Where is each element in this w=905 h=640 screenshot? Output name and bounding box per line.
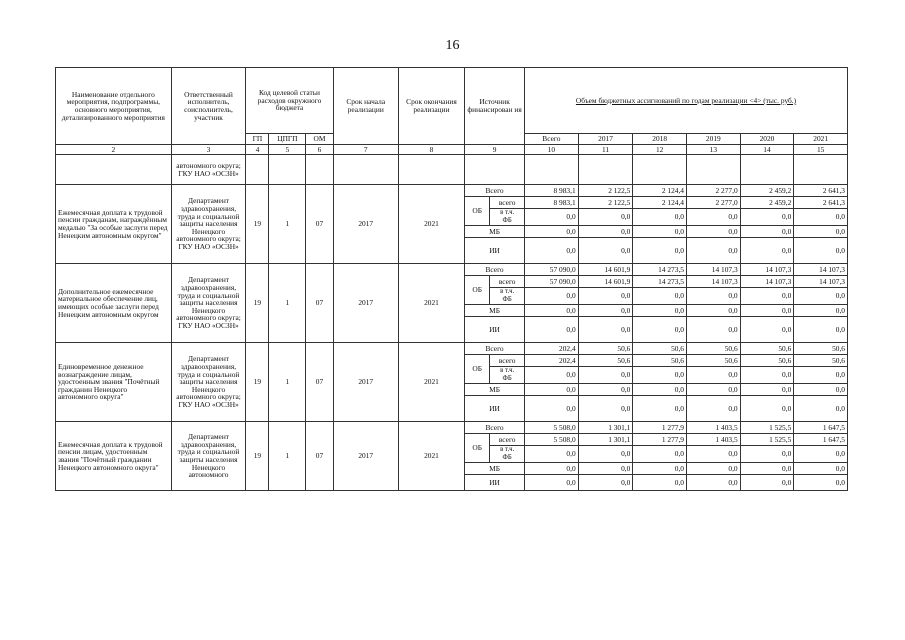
- value-cell: 14 273,5: [633, 264, 687, 276]
- start-year: 2017: [333, 264, 398, 343]
- header-om: ОМ: [306, 134, 333, 145]
- value-cell: 57 090,0: [525, 276, 579, 288]
- page-number: 16: [445, 38, 460, 53]
- value-cell: 8 983,1: [525, 197, 579, 209]
- value-cell: 2 124,4: [633, 197, 687, 209]
- value-cell: 8 983,1: [525, 185, 579, 197]
- value-cell: 50,6: [687, 355, 741, 367]
- value-cell: 0,0: [687, 396, 741, 422]
- value-cell: 0,0: [578, 305, 633, 317]
- value-cell: 0,0: [578, 367, 633, 384]
- value-cell: 14 107,3: [740, 264, 794, 276]
- measure-executor: Департамент здравоохранения, труда и социальной защиты населения Ненецкого автономного округа; ГКУ НАО «ОСЗН»: [171, 264, 246, 343]
- value-cell: 0,0: [740, 463, 794, 475]
- value-cell: 0,0: [687, 238, 741, 264]
- column-number: 8: [398, 145, 464, 155]
- source-fb-label: [490, 367, 525, 384]
- value-cell: 0,0: [633, 317, 687, 343]
- value-cell: 2 124,4: [633, 185, 687, 197]
- value-cell: 0,0: [578, 463, 633, 475]
- source-ob-total-label: всего: [490, 355, 525, 367]
- table-row: [56, 185, 848, 197]
- value-cell: 0,0: [525, 226, 579, 238]
- value-cell: 0,0: [578, 384, 633, 396]
- value-cell: 0,0: [740, 367, 794, 384]
- value-cell: 0,0: [794, 384, 848, 396]
- value-cell: 1 277,9: [633, 434, 687, 446]
- source-total-label: Всего: [465, 185, 525, 197]
- value-cell: 1 301,1: [578, 434, 633, 446]
- code-gp: 19: [246, 422, 269, 491]
- fb-label: ФБ: [502, 454, 512, 461]
- value-cell: 0,0: [578, 238, 633, 264]
- measure-executor: Департамент здравоохранения, труда и социальной защиты населения Ненецкого автономного округа; ГКУ НАО «ОСЗН»: [171, 185, 246, 264]
- header-year: 2020: [740, 134, 794, 145]
- value-cell: 0,0: [525, 209, 579, 226]
- start-year: 2017: [333, 343, 398, 422]
- value-cell: 0,0: [578, 209, 633, 226]
- value-cell: 0,0: [687, 367, 741, 384]
- value-cell: 0,0: [687, 226, 741, 238]
- value-cell: 0,0: [740, 226, 794, 238]
- header-total: Всего: [525, 134, 579, 145]
- code-gp: 19: [246, 264, 269, 343]
- table-row: [56, 264, 848, 276]
- source-ob-label: ОБ: [465, 434, 490, 463]
- source-ob-total-label: всего: [490, 276, 525, 288]
- source-ob-total-label: всего: [490, 197, 525, 209]
- measure-name: Дополнительное ежемесячное материальное обеспечение лиц, имеющих особые заслуги перед Ненецким автономным округом: [56, 264, 172, 343]
- code-om: 07: [306, 422, 333, 491]
- value-cell: 0,0: [525, 317, 579, 343]
- header-year: 2018: [633, 134, 687, 145]
- value-cell: 202,4: [525, 355, 579, 367]
- value-cell: 0,0: [687, 446, 741, 463]
- header-year: 2017: [578, 134, 633, 145]
- measure-executor: Департамент здравоохранения, труда и социальной защиты населения Ненецкого автономного: [171, 422, 246, 491]
- value-cell: 0,0: [687, 475, 741, 491]
- table-row: [56, 422, 848, 434]
- value-cell: 0,0: [525, 367, 579, 384]
- measure-name: Единовременное денежное вознаграждение лицам, удостоенным звания "Почётный гражданин Ненецкого автономного округа": [56, 343, 172, 422]
- incl-label: в т.ч.: [500, 209, 515, 217]
- column-number: 12: [633, 145, 687, 155]
- value-cell: 1 525,5: [740, 422, 794, 434]
- column-numbers-row: [56, 145, 848, 155]
- value-cell: 202,4: [525, 343, 579, 355]
- value-cell: 14 107,3: [740, 276, 794, 288]
- start-year: 2017: [333, 422, 398, 491]
- source-ii-label: ИИ: [465, 238, 525, 264]
- column-number: 13: [687, 145, 741, 155]
- header-volume: Объем бюджетных ассигнований по годам реализации <4> (тыс. руб.): [525, 68, 848, 134]
- start-year: 2017: [333, 185, 398, 264]
- continuation-executor: автономного округа; ГКУ НАО «ОСЗН»: [171, 155, 246, 185]
- value-cell: 14 601,9: [578, 276, 633, 288]
- value-cell: 1 647,5: [794, 422, 848, 434]
- value-cell: 2 641,3: [794, 185, 848, 197]
- source-ii-label: ИИ: [465, 317, 525, 343]
- value-cell: 57 090,0: [525, 264, 579, 276]
- column-number: 15: [794, 145, 848, 155]
- value-cell: 2 277,0: [687, 185, 741, 197]
- header-year: 2021: [794, 134, 848, 145]
- incl-label: в т.ч.: [500, 288, 515, 296]
- column-number: 11: [578, 145, 633, 155]
- value-cell: 0,0: [794, 396, 848, 422]
- value-cell: 0,0: [633, 367, 687, 384]
- value-cell: 0,0: [740, 209, 794, 226]
- source-mb-label: МБ: [465, 384, 525, 396]
- value-cell: 0,0: [525, 446, 579, 463]
- value-cell: 0,0: [794, 463, 848, 475]
- value-cell: 14 107,3: [687, 264, 741, 276]
- value-cell: 14 273,5: [633, 276, 687, 288]
- value-cell: 0,0: [687, 463, 741, 475]
- end-year: 2021: [398, 343, 464, 422]
- column-number: 6: [306, 145, 333, 155]
- value-cell: 0,0: [687, 305, 741, 317]
- value-cell: 2 277,0: [687, 197, 741, 209]
- code-om: 07: [306, 343, 333, 422]
- column-number: 4: [246, 145, 269, 155]
- code-tsptp: 1: [269, 185, 306, 264]
- source-ob-label: ОБ: [465, 276, 490, 305]
- value-cell: 0,0: [578, 475, 633, 491]
- incl-label: в т.ч.: [500, 446, 515, 454]
- value-cell: 5 508,0: [525, 422, 579, 434]
- value-cell: 0,0: [633, 305, 687, 317]
- value-cell: 1 525,5: [740, 434, 794, 446]
- source-ob-total-label: всего: [490, 434, 525, 446]
- code-om: 07: [306, 264, 333, 343]
- value-cell: 50,6: [794, 355, 848, 367]
- value-cell: 50,6: [740, 355, 794, 367]
- value-cell: 0,0: [794, 288, 848, 305]
- value-cell: 0,0: [794, 305, 848, 317]
- value-cell: 0,0: [633, 396, 687, 422]
- end-year: 2021: [398, 185, 464, 264]
- measure-executor: Департамент здравоохранения, труда и социальной защиты населения Ненецкого автономного округа; ГКУ НАО «ОСЗН»: [171, 343, 246, 422]
- code-tsptp: 1: [269, 422, 306, 491]
- value-cell: 0,0: [525, 238, 579, 264]
- column-number: 7: [333, 145, 398, 155]
- value-cell: 0,0: [633, 288, 687, 305]
- value-cell: 14 601,9: [578, 264, 633, 276]
- value-cell: 2 122,5: [578, 197, 633, 209]
- value-cell: 2 459,2: [740, 185, 794, 197]
- value-cell: 0,0: [633, 209, 687, 226]
- value-cell: 0,0: [525, 288, 579, 305]
- source-mb-label: МБ: [465, 463, 525, 475]
- column-number: 14: [740, 145, 794, 155]
- value-cell: 0,0: [794, 238, 848, 264]
- continuation-row: [56, 155, 848, 185]
- value-cell: 0,0: [740, 317, 794, 343]
- value-cell: 5 508,0: [525, 434, 579, 446]
- fb-label: ФБ: [502, 217, 512, 224]
- header-end: Срок окончания реализации: [398, 68, 464, 145]
- value-cell: 0,0: [740, 305, 794, 317]
- value-cell: 14 107,3: [794, 276, 848, 288]
- value-cell: 1 403,5: [687, 422, 741, 434]
- value-cell: 50,6: [578, 343, 633, 355]
- header-code: Код целевой статьи расходов окружного бюджета: [246, 68, 333, 134]
- value-cell: 0,0: [578, 446, 633, 463]
- header-start: Срок начала реализации: [333, 68, 398, 145]
- value-cell: 0,0: [740, 475, 794, 491]
- header-name: Наименование отдельного мероприятия, подпрограммы, основного мероприятия, детализированного мероприятия: [56, 68, 172, 145]
- value-cell: 0,0: [578, 226, 633, 238]
- incl-label: в т.ч.: [500, 367, 515, 375]
- budget-table: [55, 67, 848, 491]
- column-number: 5: [269, 145, 306, 155]
- value-cell: 0,0: [794, 446, 848, 463]
- value-cell: 50,6: [740, 343, 794, 355]
- fb-label: ФБ: [502, 375, 512, 382]
- value-cell: 0,0: [794, 209, 848, 226]
- header-year: 2019: [687, 134, 741, 145]
- source-ob-label: ОБ: [465, 197, 490, 226]
- column-number: 9: [465, 145, 525, 155]
- value-cell: 0,0: [633, 446, 687, 463]
- value-cell: 0,0: [794, 317, 848, 343]
- code-gp: 19: [246, 343, 269, 422]
- measure-name: Ежемесячная доплата к трудовой пенсии гражданам, награждённым медалью "За особые заслуги перед Ненецким автономным округом": [56, 185, 172, 264]
- value-cell: 0,0: [794, 226, 848, 238]
- source-ii-label: ИИ: [465, 475, 525, 491]
- value-cell: 0,0: [525, 384, 579, 396]
- value-cell: 0,0: [687, 384, 741, 396]
- source-fb-label: [490, 446, 525, 463]
- source-fb-label: [490, 288, 525, 305]
- value-cell: 0,0: [633, 475, 687, 491]
- value-cell: 0,0: [740, 288, 794, 305]
- source-total-label: Всего: [465, 422, 525, 434]
- value-cell: 50,6: [633, 355, 687, 367]
- measure-name: Ежемесячная доплата к трудовой пенсии лицам, удостоенным звания "Почётный гражданин Ненецкого автономного округа": [56, 422, 172, 491]
- header-gp: ГП: [246, 134, 269, 145]
- value-cell: 0,0: [633, 238, 687, 264]
- value-cell: 0,0: [525, 463, 579, 475]
- column-number: 2: [56, 145, 172, 155]
- value-cell: 0,0: [794, 475, 848, 491]
- value-cell: 0,0: [525, 475, 579, 491]
- value-cell: 0,0: [794, 367, 848, 384]
- value-cell: 50,6: [687, 343, 741, 355]
- value-cell: 0,0: [578, 396, 633, 422]
- header-tsptp: ЦПГП: [269, 134, 306, 145]
- value-cell: 0,0: [578, 317, 633, 343]
- end-year: 2021: [398, 422, 464, 491]
- value-cell: 14 107,3: [687, 276, 741, 288]
- value-cell: 1 647,5: [794, 434, 848, 446]
- column-number: 3: [171, 145, 246, 155]
- table-row: [56, 343, 848, 355]
- value-cell: 50,6: [794, 343, 848, 355]
- value-cell: 0,0: [740, 238, 794, 264]
- value-cell: 0,0: [740, 396, 794, 422]
- fb-label: ФБ: [502, 296, 512, 303]
- source-mb-label: МБ: [465, 226, 525, 238]
- value-cell: 0,0: [633, 384, 687, 396]
- source-ii-label: ИИ: [465, 396, 525, 422]
- source-total-label: Всего: [465, 343, 525, 355]
- value-cell: 0,0: [687, 317, 741, 343]
- value-cell: 2 641,3: [794, 197, 848, 209]
- source-ob-label: ОБ: [465, 355, 490, 384]
- code-tsptp: 1: [269, 264, 306, 343]
- value-cell: 0,0: [633, 226, 687, 238]
- end-year: 2021: [398, 264, 464, 343]
- value-cell: 0,0: [687, 288, 741, 305]
- column-number: 10: [525, 145, 579, 155]
- value-cell: 14 107,3: [794, 264, 848, 276]
- source-fb-label: [490, 209, 525, 226]
- value-cell: 0,0: [525, 396, 579, 422]
- value-cell: 2 122,5: [578, 185, 633, 197]
- value-cell: 0,0: [578, 288, 633, 305]
- value-cell: 0,0: [525, 305, 579, 317]
- value-cell: 1 301,1: [578, 422, 633, 434]
- code-tsptp: 1: [269, 343, 306, 422]
- value-cell: 50,6: [633, 343, 687, 355]
- code-om: 07: [306, 185, 333, 264]
- value-cell: 0,0: [740, 384, 794, 396]
- value-cell: 50,6: [578, 355, 633, 367]
- value-cell: 0,0: [687, 209, 741, 226]
- value-cell: 2 459,2: [740, 197, 794, 209]
- value-cell: 0,0: [633, 463, 687, 475]
- value-cell: 1 277,9: [633, 422, 687, 434]
- header-executor: Ответственный исполнитель, соисполнитель, участник: [171, 68, 246, 145]
- value-cell: 0,0: [740, 446, 794, 463]
- header-source: Источник финансирован ия: [465, 68, 525, 145]
- value-cell: 1 403,5: [687, 434, 741, 446]
- code-gp: 19: [246, 185, 269, 264]
- source-mb-label: МБ: [465, 305, 525, 317]
- source-total-label: Всего: [465, 264, 525, 276]
